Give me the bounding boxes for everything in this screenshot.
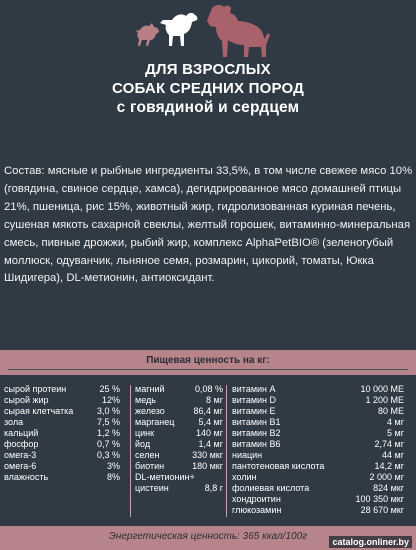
column-divider (226, 385, 227, 517)
large-dog-icon (207, 5, 270, 57)
nutrient-name: омега-3 (4, 450, 37, 460)
nutrient-name: биотин (135, 461, 165, 471)
table-row (232, 406, 410, 417)
table-row (232, 417, 410, 428)
table-row (135, 472, 223, 483)
nutrient-name: витамин В1 (232, 417, 281, 427)
nutrient-value: 1 200 МЕ (365, 395, 404, 405)
nutrient-name: цистеин (135, 483, 169, 493)
divider (8, 369, 408, 370)
nutrient-value: 10 000 МЕ (360, 384, 404, 394)
nutrient-value: 5 мг (387, 428, 404, 438)
nutrient-name: сырая клетчатка (4, 406, 74, 416)
table-row (232, 472, 410, 483)
nutrient-name: омега-6 (4, 461, 37, 471)
nutrient-value: 180 мкг (192, 461, 223, 471)
nutrient-name: витамин В6 (232, 439, 281, 449)
nutrient-value: 86,4 мг (193, 406, 223, 416)
nutrient-value: 80 МЕ (377, 406, 404, 416)
nutrient-value: 7,5 % (96, 417, 120, 427)
nutrient-name: пантотеновая кислота (232, 461, 325, 471)
nutrient-value: 2 000 мг (369, 472, 404, 482)
nutrient-name: магний (135, 384, 165, 394)
table-row (232, 439, 410, 450)
column-divider (130, 385, 131, 517)
nutrient-name: марганец (135, 417, 175, 427)
table-row (135, 384, 223, 395)
nutrient-value: 3% (106, 461, 120, 471)
watermark: catalog.onliner.by (329, 536, 412, 548)
nutrient-name: цинк (135, 428, 155, 438)
nutrient-name: сырой протеин (4, 384, 67, 394)
table-row (4, 417, 126, 428)
table-row (232, 483, 410, 494)
nutrient-name: холин (232, 472, 257, 482)
table-row (4, 428, 126, 439)
table-row (232, 450, 410, 461)
nutrient-value: 1,4 мг (198, 439, 223, 449)
nutrient-value: 12% (101, 395, 120, 405)
nutrient-value: 14,2 мг (374, 461, 404, 471)
nutrient-name: хондроитин (232, 494, 281, 504)
headline-line-1: ДЛЯ ВЗРОСЛЫХ (145, 61, 271, 78)
nutrient-value: 8,8 г (204, 483, 223, 493)
composition-text: Состав: мясные и рыбные ингредиенты 33,5%, в том числе свежее мясо 10% (говядина, свиное сердце, хамса), дегидрированное мясо домашней птицы 21%, пшеница, рис 15%, животный жир, гидролизованная куриная печень, сушеная мякоть сахарной свеклы, желтый горошек, витаминно-минеральная смесь, пивные дрожжи, рыбий жир, комплекс AlphaPetBIO® (зеленогубый моллюск, одуванчик, льняное семя, розмарин, цикорий, томаты, Юкка Шидигера), DL-метионин, антиоксидант. (4, 165, 413, 285)
nutrient-value: 28 670 мкг (360, 505, 404, 515)
nutrient-value: 2,74 мг (374, 439, 404, 449)
nutrient-value: 140 мг (196, 428, 223, 438)
nutrient-value: 4 мг (387, 417, 404, 427)
nutrient-value: 5,4 мг (198, 417, 223, 427)
dog-silhouettes-logo (0, 0, 416, 60)
nutrient-name: ниацин (232, 450, 263, 460)
nutrition-title: Пищевая ценность на кг: (146, 355, 270, 366)
nutrition-table (0, 381, 416, 521)
small-dog-icon (135, 23, 159, 46)
nutrition-header-band (0, 350, 416, 375)
nutrient-value: 0,7 % (96, 439, 120, 449)
nutrient-name: DL-метионин+ (135, 472, 195, 482)
nutrient-value: 100 350 мкг (355, 494, 404, 504)
nutrient-value: 25 % (99, 384, 120, 394)
nutrient-value: 0,3 % (96, 450, 120, 460)
table-row (4, 384, 126, 395)
energy-value: Энергетическая ценность: 365 ккал/100г (108, 531, 308, 542)
nutrient-name: кальций (4, 428, 39, 438)
nutrient-name: медь (135, 395, 156, 405)
table-row (135, 395, 223, 406)
table-row (4, 450, 126, 461)
nutrient-name: йод (135, 439, 151, 449)
nutrient-name: фолиевая кислота (232, 483, 310, 493)
table-row (232, 395, 410, 406)
nutrient-value: 8 мг (206, 395, 223, 405)
nutrient-value: 3,0 % (96, 406, 120, 416)
nutrient-name: витамин D (232, 395, 277, 405)
nutrient-value: 824 мкг (373, 483, 404, 493)
nutrient-value: 1,2 % (96, 428, 120, 438)
table-row (135, 483, 223, 494)
table-row (4, 461, 126, 472)
table-row (4, 406, 126, 417)
white-dog-icon (160, 13, 197, 46)
table-row (232, 428, 410, 439)
table-row (232, 494, 410, 505)
nutrient-value: 44 мг (382, 450, 404, 460)
nutrient-value: 0,08 % (194, 384, 223, 394)
headline-line-2: СОБАК СРЕДНИХ ПОРОД (111, 80, 305, 97)
nutrient-name: фосфор (4, 439, 39, 449)
table-row (135, 406, 223, 417)
nutrient-value: 8% (106, 472, 120, 482)
table-row (135, 417, 223, 428)
nutrient-name: влажность (4, 472, 49, 482)
table-row (135, 450, 223, 461)
table-row (232, 505, 410, 516)
table-row (135, 461, 223, 472)
nutrient-name: зола (4, 417, 24, 427)
nutrient-value: 330 мкг (192, 450, 223, 460)
table-row (232, 384, 410, 395)
table-row (135, 428, 223, 439)
nutrient-name: железо (135, 406, 165, 416)
nutrient-name: глюкозамин (232, 505, 282, 515)
nutrient-name: сырой жир (4, 395, 49, 405)
table-row (4, 472, 126, 483)
nutrient-name: витамин В2 (232, 428, 281, 438)
nutrient-name: селен (135, 450, 160, 460)
nutrient-name: витамин А (232, 384, 276, 394)
headline-line-3: с говядиной и сердцем (116, 99, 300, 116)
table-row (4, 439, 126, 450)
table-row (4, 395, 126, 406)
table-row (135, 439, 223, 450)
table-row (232, 461, 410, 472)
nutrient-name: витамин Е (232, 406, 276, 416)
